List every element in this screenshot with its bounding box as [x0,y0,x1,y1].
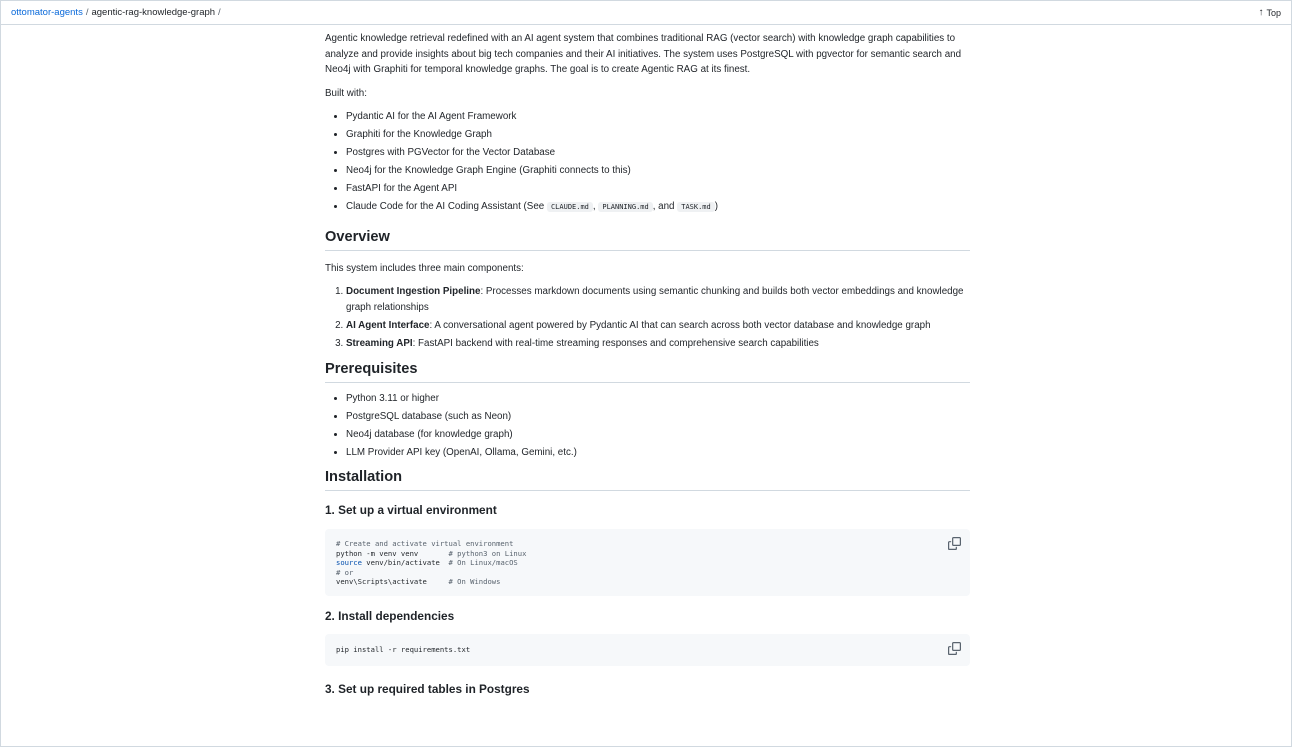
prerequisites-heading: Prerequisites [325,360,970,383]
code-text: venv\Scripts\activate [336,577,449,587]
component-text: : A conversational agent powered by Pydantic AI that can search across both vector database and knowledge graph [429,320,931,332]
list-item: • LLM Provider API key (OpenAI, Ollama, Gemini, etc.) [346,445,970,461]
file-header [1,1,1291,25]
list-item [346,284,970,315]
list-item: • FastAPI for the Agent API [346,181,970,197]
component-title: Document Ingestion Pipeline [346,286,481,298]
code-line [336,558,959,567]
code-comment: # or [336,567,354,577]
inline-code-claude: CLAUDE.md [547,202,593,212]
breadcrumb-separator: / [85,7,89,18]
list-item [346,199,970,216]
installation-heading: Installation [325,468,970,491]
code-line [336,539,959,548]
deps-code-block [325,634,970,666]
copy-code-button[interactable] [948,642,961,655]
list-item: • Postgres with PGVector for the Vector Database [346,145,970,161]
prerequisites-list [325,391,970,461]
back-to-top-button[interactable] [1258,7,1281,18]
copy-icon [948,642,961,655]
list-item [346,318,970,334]
built-with-label: Built with: [325,87,367,99]
claude-item-sep: , and [652,201,678,213]
inline-code-task: TASK.md [677,202,715,212]
markdown-body [325,25,970,697]
list-item: • Neo4j for the Knowledge Graph Engine (Graphiti connects to this) [346,163,970,179]
component-title: AI Agent Interface [346,320,430,332]
code-line: pip install -r requirements.txt [336,645,471,655]
code-comment: # python3 on Linux [448,548,527,558]
list-item: • Graphiti for the Knowledge Graph [346,127,970,143]
claude-item-sep: , [592,201,599,213]
code-line [336,549,959,558]
breadcrumb-separator: / [218,7,221,18]
component-title: Streaming API [346,338,413,350]
intro-paragraph: Agentic knowledge retrieval redefined with an AI agent system that combines traditional RAG (vector search) with knowledge graph capabilities to analyze and provide insights about big tech companies and their AI initiatives. The system uses PostgreSQL with pgvector for semantic search and Neo4j with Graphiti for temporal knowledge graphs. The goal is to create Agentic RAG at its finest. [325,33,962,75]
claude-item-suffix: ) [714,201,719,213]
inline-code-planning: PLANNING.md [598,202,652,212]
step2-heading: 2. Install dependencies [325,609,455,624]
code-comment: # Create and activate virtual environment [336,539,514,549]
venv-code-block [325,529,970,596]
built-with-list [325,109,970,216]
list-item: • Pydantic AI for the AI Agent Framework [346,109,970,125]
code-comment: # On Windows [448,577,501,587]
claude-item-prefix: Claude Code for the AI Coding Assistant (See [346,201,547,213]
components-list [325,284,970,351]
list-item: • PostgreSQL database (such as Neon) [346,409,970,425]
component-text: : FastAPI backend with real-time streaming responses and comprehensive search capabilities [412,338,819,350]
code-text: python -m venv venv [336,548,449,558]
overview-heading: Overview [325,228,970,251]
component-text: : Processes markdown documents using semantic chunking and builds both vector embeddings and knowledge graph relationships [346,286,964,313]
step3-heading: 3. Set up required tables in Postgres [325,682,530,697]
copy-icon [948,537,961,550]
code-line [336,577,959,586]
overview-intro: This system includes three main components: [325,262,524,274]
step1-heading: 1. Set up a virtual environment [325,503,497,518]
list-item [346,336,970,352]
breadcrumb [11,7,221,18]
code-keyword: source [336,558,362,568]
back-to-top-label: Top [1266,7,1281,18]
list-item: • Neo4j database (for knowledge graph) [346,427,970,443]
code-line [336,568,959,577]
arrow-up-icon: ↑ [1258,7,1264,18]
copy-code-button[interactable] [948,537,961,550]
code-comment: # On Linux/macOS [448,558,518,568]
list-item: • Python 3.11 or higher [346,391,970,407]
breadcrumb-repo-link[interactable]: ottomator-agents [11,7,83,18]
breadcrumb-folder: agentic-rag-knowledge-graph [91,7,216,18]
code-text: venv/bin/activate [361,558,449,568]
